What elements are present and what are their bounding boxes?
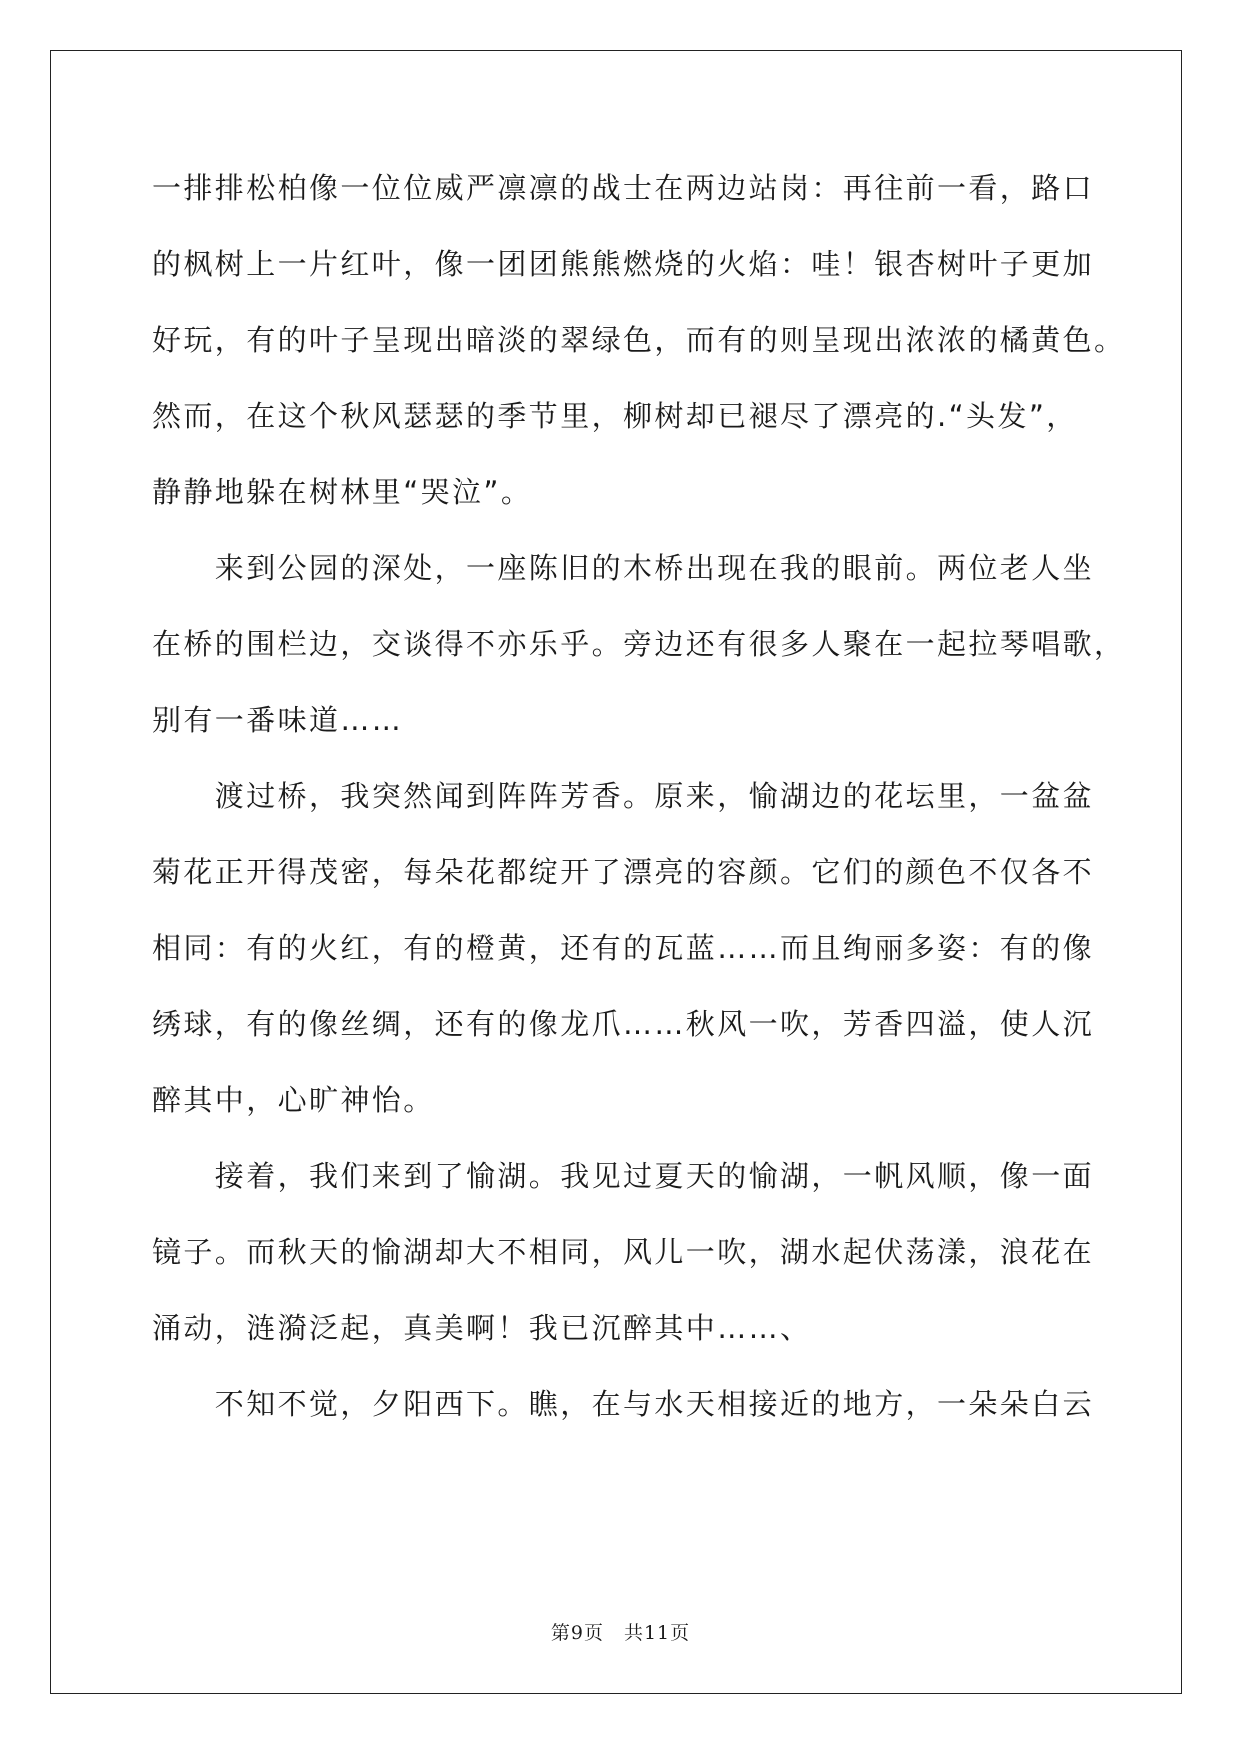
text-line: 醉其中，心旷神怡。 (152, 1083, 435, 1117)
text-line: 接着，我们来到了愉湖。我见过夏天的愉湖，一帆风顺，像一面 (152, 1159, 1095, 1193)
document-body (152, 150, 1126, 1442)
text-line: 一排排松柏像一位位威严凛凛的战士在两边站岗：再往前一看，路口 (152, 171, 1095, 205)
text-line: 好玩，有的叶子呈现出暗淡的翠绿色，而有的则呈现出浓浓的橘黄色。 (152, 323, 1126, 357)
text-line: 相同：有的火红，有的橙黄，还有的瓦蓝……而且绚丽多姿：有的像 (152, 931, 1095, 965)
text-line: 的枫树上一片红叶，像一团团熊熊燃烧的火焰：哇！银杏树叶子更加 (152, 247, 1095, 281)
page-number-footer: 第9页 共11页 (550, 1622, 691, 1644)
text-line: 在桥的围栏边，交谈得不亦乐乎。旁边还有很多人聚在一起拉琴唱歌， (152, 627, 1126, 661)
text-line: 不知不觉，夕阳西下。瞧，在与水天相接近的地方，一朵朵白云 (152, 1387, 1095, 1421)
text-line: 渡过桥，我突然闻到阵阵芳香。原来，愉湖边的花坛里，一盆盆 (152, 779, 1095, 813)
text-line: 菊花正开得茂密，每朵花都绽开了漂亮的容颜。它们的颜色不仅各不 (152, 855, 1095, 889)
text-line: 镜子。而秋天的愉湖却大不相同，风儿一吹，湖水起伏荡漾，浪花在 (152, 1235, 1095, 1269)
text-line: 然而，在这个秋风瑟瑟的季节里，柳树却已褪尽了漂亮的.“头发”， (152, 399, 1078, 433)
text-line: 静静地躲在树林里“哭泣”。 (152, 475, 533, 509)
text-line: 来到公园的深处，一座陈旧的木桥出现在我的眼前。两位老人坐 (152, 551, 1095, 585)
text-line: 绣球，有的像丝绸，还有的像龙爪……秋风一吹，芳香四溢，使人沉 (152, 1007, 1095, 1041)
text-line: 别有一番味道…… (152, 703, 404, 737)
text-line: 涌动，涟漪泛起，真美啊！我已沉醉其中……、 (152, 1311, 812, 1345)
